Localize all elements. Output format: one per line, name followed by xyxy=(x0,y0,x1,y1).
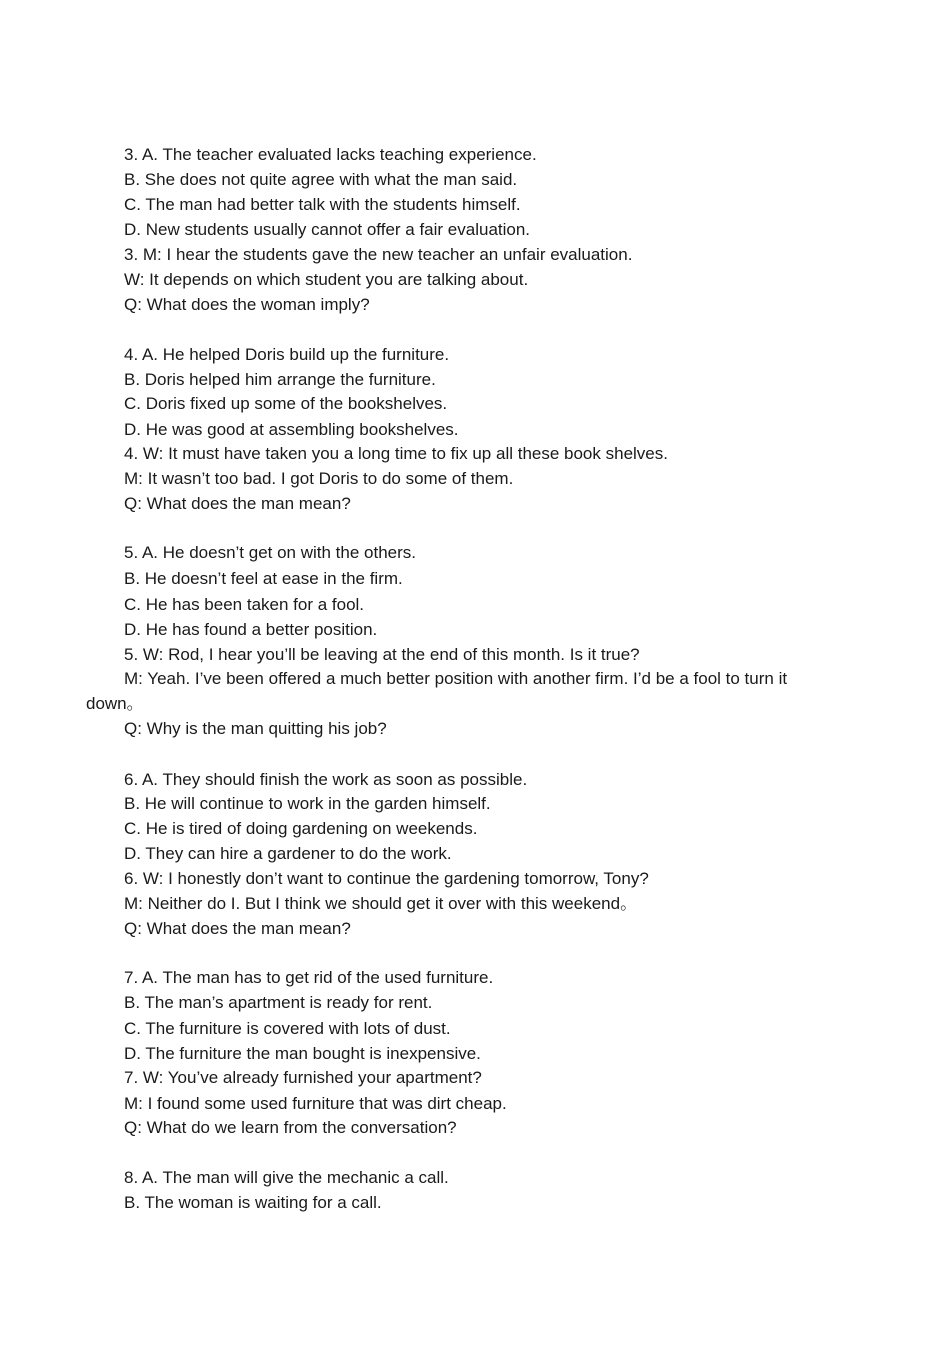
q7-option-d: D. The furniture the man bought is inexpensive. xyxy=(124,1044,481,1063)
q4-question: Q: What does the man mean? xyxy=(124,494,351,513)
q3-option-a: 3. A. The teacher evaluated lacks teaching experience. xyxy=(124,145,537,164)
q6-dialogue-man: M: Neither do I. But I think we should get it over with this weekend。 xyxy=(124,894,638,913)
q7-option-b: B. The man’s apartment is ready for rent. xyxy=(124,993,433,1012)
q6-question: Q: What does the man mean? xyxy=(124,919,351,938)
q4-option-c: C. Doris fixed up some of the bookshelves. xyxy=(124,394,448,413)
q3-option-d: D. New students usually cannot offer a fair evaluation. xyxy=(124,220,531,239)
q5-option-d: D. He has found a better position. xyxy=(124,620,378,639)
q5-option-b: B. He doesn’t feel at ease in the firm. xyxy=(124,569,403,588)
q5-dialogue-man: M: Yeah. I’ve been offered a much better position with another firm. I’d be a fool to turn it xyxy=(124,669,788,688)
q4-option-d: D. He was good at assembling bookshelves. xyxy=(124,420,459,439)
q7-dialogue-woman: 7. W: You’ve already furnished your apartment? xyxy=(124,1068,482,1087)
q3-option-b: B. She does not quite agree with what the man said. xyxy=(124,170,518,189)
q6-dialogue-woman: 6. W: I honestly don’t want to continue the gardening tomorrow, Tony? xyxy=(124,869,649,888)
q5-option-c: C. He has been taken for a fool. xyxy=(124,595,365,614)
q7-option-a: 7. A. The man has to get rid of the used furniture. xyxy=(124,968,494,987)
q8-option-b: B. The woman is waiting for a call. xyxy=(124,1193,382,1212)
q4-option-a: 4. A. He helped Doris build up the furniture. xyxy=(124,345,450,364)
q4-dialogue-woman: 4. W: It must have taken you a long time to fix up all these book shelves. xyxy=(124,444,668,463)
q5-dialogue-man-continued: down。 xyxy=(86,694,144,713)
q7-option-c: C. The furniture is covered with lots of dust. xyxy=(124,1019,451,1038)
q8-option-a: 8. A. The man will give the mechanic a call. xyxy=(124,1168,449,1187)
q7-dialogue-man: M: I found some used furniture that was dirt cheap. xyxy=(124,1094,507,1113)
q6-option-b: B. He will continue to work in the garden himself. xyxy=(124,794,491,813)
q5-option-a: 5. A. He doesn’t get on with the others. xyxy=(124,543,417,562)
q4-dialogue-man: M: It wasn’t too bad. I got Doris to do some of them. xyxy=(124,469,514,488)
q6-option-c: C. He is tired of doing gardening on weekends. xyxy=(124,819,478,838)
q6-option-d: D. They can hire a gardener to do the work. xyxy=(124,844,452,863)
q5-dialogue-woman: 5. W: Rod, I hear you’ll be leaving at the end of this month. Is it true? xyxy=(124,645,640,664)
q3-question: Q: What does the woman imply? xyxy=(124,295,370,314)
q3-dialogue-woman: W: It depends on which student you are talking about. xyxy=(124,270,529,289)
q5-question: Q: Why is the man quitting his job? xyxy=(124,719,387,738)
q3-option-c: C. The man had better talk with the students himself. xyxy=(124,195,521,214)
q7-question: Q: What do we learn from the conversation? xyxy=(124,1118,457,1137)
q3-dialogue-man: 3. M: I hear the students gave the new teacher an unfair evaluation. xyxy=(124,245,633,264)
q4-option-b: B. Doris helped him arrange the furniture. xyxy=(124,370,436,389)
q6-option-a: 6. A. They should finish the work as soon as possible. xyxy=(124,770,528,789)
